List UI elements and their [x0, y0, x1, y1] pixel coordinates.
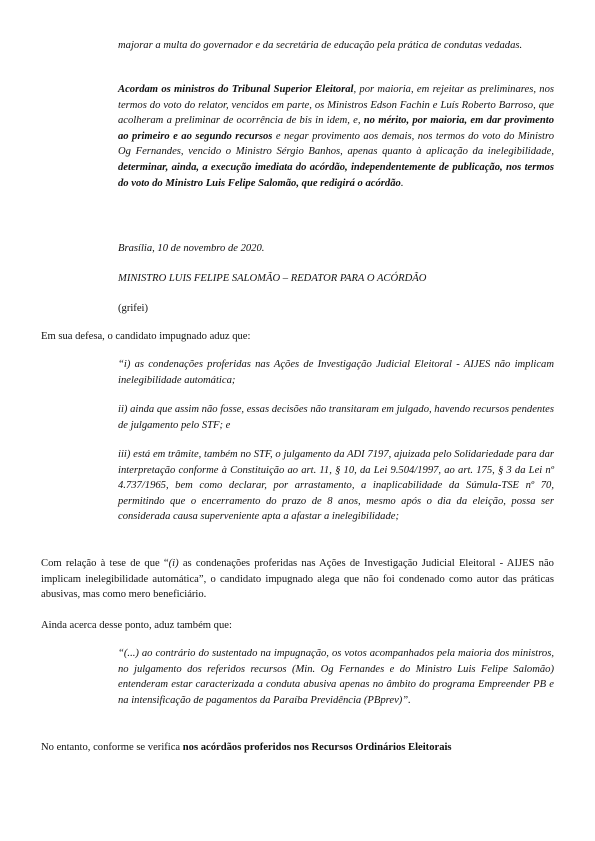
grifei-note	[118, 301, 554, 317]
quote-item-ii	[118, 402, 554, 433]
paragraph-final-a: No entanto, conforme se verifica	[41, 742, 183, 753]
quote-item-i-text: “i) as condenações proferidas nas Ações de Investigação Judicial Eleitoral - AIJES não implicam inelegibilidade automática;	[118, 359, 554, 386]
signature-line	[118, 271, 554, 287]
paragraph-defesa	[41, 329, 554, 345]
paragraph-tese-text	[41, 556, 554, 603]
paragraph-tese-c: as condenações proferidas nas Ações de Investigação Judicial Eleitoral - AIJES não implicam inelegibilidade automática”, o candidato impugnado alega que não foi condenado como autor das práticas abusivas, mas como mero beneficiário.	[41, 558, 554, 601]
quote-item-iii-text: iii) está em trâmite, também no STF, o julgamento da ADI 7197, ajuizada pelo Solidariedade para dar interpretação conforme à Constituição ao art. 11, § 10, da Lei 9.504/1997, ao art. 175, § 3 da Lei nº 4.737/1965, bem como declarar, por arrastamento, a inaplicabilidade da Súmula-TSE nº 70, permitindo que o encerramento do prazo de 8 anos, mesmo após o dia da eleição, possa ser considerada causa superveniente apta a afastar a inelegibilidade;	[118, 449, 554, 523]
paragraph-tese-a: Com relação à tese de que “	[41, 558, 169, 569]
quote-votos	[118, 646, 554, 708]
quote-acordao-determination: determinar, ainda, a execução imediata do acórdão, independentemente de publicação, nos termos do voto do Ministro Luis Felipe Salomão, que redigirá o acórdão	[118, 161, 554, 189]
quote-acordao-part4: e negar provimento aos demais, nos termos do voto do Ministro Og Fernandes, vencido o Ministro Sérgio Banhos, apenas quanto à aplicação da inelegibilidade,	[118, 130, 554, 158]
paragraph-tese	[41, 556, 554, 603]
paragraph-ainda	[41, 618, 554, 634]
quote-multa-text: majorar a multa do governador e da secretária de educação pela prática de condutas vedadas.	[118, 40, 523, 51]
quote-acordao-part2: , por maioria, em rejeitar as preliminares, nos termos do voto do relator, vencidos em parte, os Ministros Edson Fachin e Luís Roberto Barroso, que acolheram a preliminar de ocorrência de bis in idem, e,	[118, 84, 554, 127]
paragraph-defesa-text: Em sua defesa, o candidato impugnado aduz que:	[41, 331, 251, 342]
place-date-text: Brasília, 10 de novembro de 2020.	[118, 243, 265, 254]
paragraph-ainda-text: Ainda acerca desse ponto, aduz também que:	[41, 620, 232, 631]
quote-acordao	[118, 82, 554, 191]
quote-votos-text: “(...) ao contrário do sustentado na impugnação, os votos acompanhados pela maioria dos ministros, no julgamento dos referidos recursos (Min. Og Fernandes e do Ministro Luis Felipe Salomão) entenderam estar caracterizada a conduta abusiva apenas no âmbito do programa Empreender PB e na intensificação de pagamentos da Paraíba Previdência (PBprev)”.	[118, 648, 554, 706]
quote-acordao-merit: no mérito, por maioria, em dar provimento ao primeiro e ao segundo recursos	[118, 115, 554, 142]
quote-multa	[118, 38, 554, 54]
quote-acordao-text	[118, 82, 554, 191]
paragraph-final	[41, 740, 554, 756]
grifei-text: (grifei)	[118, 303, 148, 314]
paragraph-final-text	[41, 740, 554, 756]
paragraph-tese-b: (i)	[168, 558, 179, 569]
signature-text: MINISTRO LUIS FELIPE SALOMÃO – REDATOR PARA O ACÓRDÃO	[118, 273, 427, 284]
quote-item-i	[118, 357, 554, 388]
quote-item-ii-text: ii) ainda que assim não fosse, essas decisões não transitaram em julgado, havendo recursos pendentes de julgamento pelo STF; e	[118, 404, 554, 431]
paragraph-final-b: nos acórdãos proferidos nos Recursos Ordinários Eleitorais	[182, 742, 452, 753]
quote-acordao-lead: Acordam os ministros do Tribunal Superior Eleitoral	[118, 84, 354, 95]
quote-item-iii	[118, 447, 554, 525]
place-date	[118, 241, 554, 257]
quote-acordao-end: .	[400, 177, 404, 189]
